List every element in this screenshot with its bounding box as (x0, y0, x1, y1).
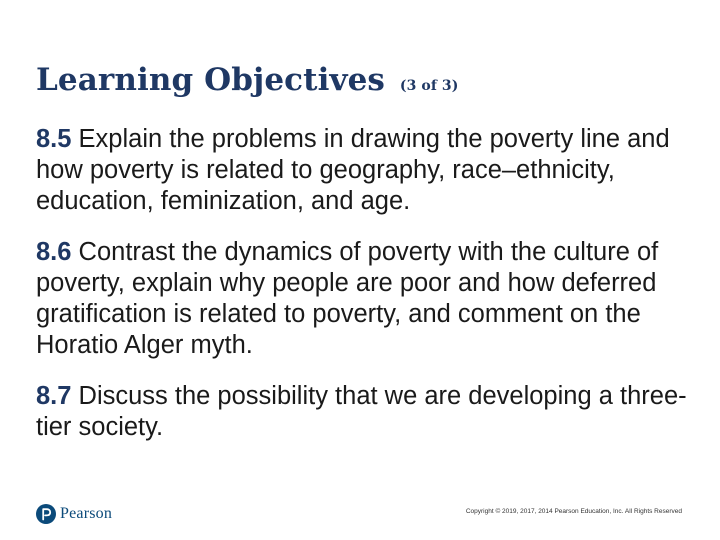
objective-item (36, 124, 696, 217)
objective-number: 8.7 (36, 382, 72, 410)
objective-text: Explain the problems in drawing the poverty line and how poverty is related to geography, race–ethnicity, education, feminization, and age. (36, 125, 670, 215)
objective-item (36, 381, 696, 443)
pearson-logo-text: Pearson (60, 505, 113, 522)
objective-number: 8.5 (36, 125, 72, 153)
pearson-logo-icon (36, 504, 56, 524)
pearson-logo (36, 501, 112, 527)
slide-title (36, 62, 459, 98)
slide-title-part: (3 of 3) (399, 78, 459, 94)
objectives-list (36, 124, 696, 463)
objective-item (36, 237, 696, 361)
copyright-notice: Copyright © 2019, 2017, 2014 Pearson Education, Inc. All Rights Reserved (465, 508, 682, 515)
objective-number: 8.6 (36, 238, 72, 266)
objective-text: Discuss the possibility that we are developing a three-tier society. (36, 382, 687, 441)
objective-text: Contrast the dynamics of poverty with the culture of poverty, explain why people are poor and how deferred gratification is related to poverty, and comment on the Horatio Alger myth. (36, 238, 659, 359)
slide-title-text: Learning Objectives (36, 62, 385, 98)
